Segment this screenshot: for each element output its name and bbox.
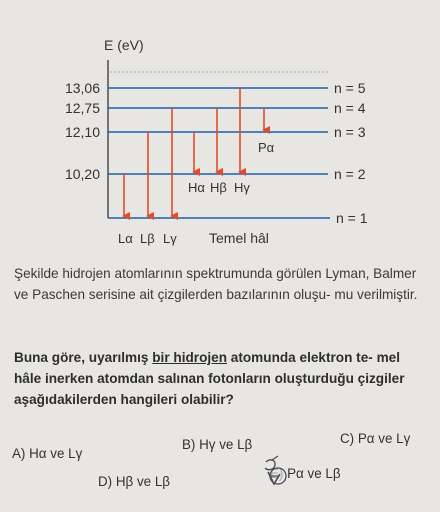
option-e-letter: E) (270, 466, 284, 481)
question-part1: Buna göre, uyarılmış (14, 350, 153, 365)
label-lyman-alpha: Lα (118, 231, 133, 246)
option-b-text: Hγ ve Lβ (199, 437, 253, 452)
question-paragraph (14, 347, 430, 410)
energy-label-n2: 10,20 (64, 166, 100, 182)
option-a-letter: A) (12, 446, 26, 461)
axis-label: E (eV) (104, 37, 144, 53)
n-label-2: n = 2 (334, 166, 366, 182)
question-part2: atomunda elektron te- mel hâle inerken atomdan salınan fotonların oluşturduğu çizgiler aşağıdakilerden hangileri olabilir? (14, 350, 405, 407)
option-a[interactable] (12, 446, 82, 461)
option-a-text: Hα ve Lγ (29, 446, 83, 461)
option-b-letter: B) (182, 437, 196, 452)
label-balmer-beta: Hβ (210, 180, 227, 195)
energy-label-n4: 12,75 (64, 100, 100, 116)
energy-level-diagram (0, 0, 440, 250)
label-lyman-beta: Lβ (140, 231, 155, 246)
option-c-text: Pα ve Lγ (357, 431, 411, 446)
option-c[interactable] (340, 431, 410, 446)
n-label-4: n = 4 (334, 100, 366, 116)
option-c-letter: C) (340, 431, 355, 446)
option-b[interactable] (182, 437, 252, 452)
question-underlined: bir hidrojen (152, 350, 228, 365)
intro-paragraph: Şekilde hidrojen atomlarının spektrumunda görülen Lyman, Balmer ve Paschen serisine ait çizgilerden bazılarının oluşu- mu verilmiştir. (14, 266, 418, 302)
label-balmer-alpha: Hα (188, 180, 205, 195)
label-balmer-gamma: Hγ (234, 180, 250, 195)
n-label-1: n = 1 (336, 210, 368, 226)
option-d-text: Hβ ve Lβ (115, 474, 170, 489)
option-d[interactable] (98, 474, 170, 489)
label-lyman-gamma: Lγ (163, 231, 177, 246)
handwritten-check-mark-icon (256, 454, 296, 494)
ground-state-label: Temel hâl (209, 230, 269, 246)
option-d-letter: D) (98, 474, 113, 489)
energy-label-n3: 12,10 (64, 124, 100, 140)
n-label-5: n = 5 (334, 80, 366, 96)
n-label-3: n = 3 (334, 124, 366, 140)
energy-label-n5: 13,06 (64, 80, 100, 96)
label-paschen-alpha: Pα (258, 140, 275, 155)
option-e-text: Pα ve Lβ (287, 466, 341, 481)
